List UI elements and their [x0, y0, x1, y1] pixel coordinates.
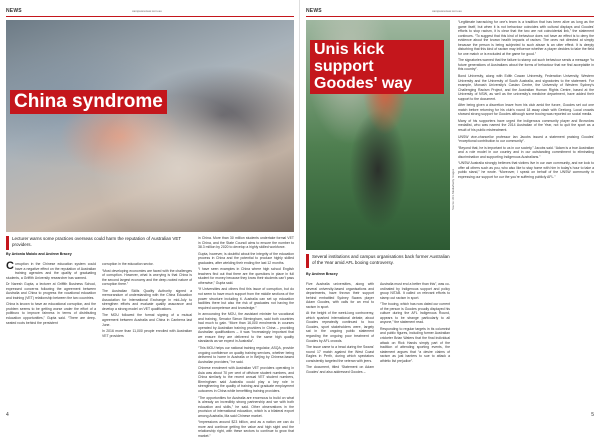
- paragraph: Many of his supporters have urged the indigenous community player and Brownlow medallist, who was named the 2014 Australian of the Year, not to quit the sport as a result of his public mistreatment.: [458, 118, 594, 133]
- paragraph: corruption in the education sector.: [102, 262, 154, 266]
- caption-accent-bar: [306, 254, 309, 268]
- paragraph: Bond University, along with Edith Cowan University, Federation University, Western University and the University of South Australia, and signatories to the statement. For example, Monash University's Castan Centre, the University of Western Sydney's Challenging Racism Project, and the Australian Human Rights Centre, based at the University of NSW, as well as the university's medicine department, have added their support to the document.: [458, 74, 594, 101]
- paragraph: Dr Naresh Gupta, a lecturer at Griffith Business School, expressed concerns following the agreement between Australia and China to progress the vocational education and training (VET) relationship between the two countries.: [6, 282, 96, 300]
- page-number: 5: [591, 412, 594, 418]
- section-label: NEWS: [306, 8, 322, 14]
- paragraph: “This MOU helps our national training regulator, ASQA, provide ongoing confidence on quality training services, whether being delivered to home in Australia or in Beijing by Chinese-based Australian providers,” he said.: [198, 346, 294, 364]
- article-column-2: [102, 262, 192, 412]
- byline-prefix: By: [306, 272, 311, 276]
- paragraph: Chinese enrolment with Australian VET providers operating in Asia was about 70 per cent of offshore student numbers, and China similarly to the recent annual VET student numbers, Birmingham said Australia could play a key role in strengthening the quality of training and graduate employment outcomes in China while benefitting training providers.: [198, 366, 294, 393]
- standfirst-caption: Several institutions and campus organisations back former Australian of the Year amid AFL booing controversy.: [312, 254, 450, 265]
- article-column-1: [306, 282, 374, 412]
- paragraph: At the height of the week-long controversy, which sparked international debate, about Goodes repeatedly continued to boo Goodes, sport stakeholders were, largely sat in the ongoing public statement regarding the ongoing poor treatment of Goodes by AFL crowds.: [306, 311, 374, 343]
- caption-accent-bar: [6, 236, 9, 250]
- section-label: NEWS: [6, 8, 22, 14]
- paragraph: “UNSW Australia strongly believes that victims live in our own community, and we look to offer all others such as you, who also like to stay home with him in today's hour to take a public stand,” he wrote. “Moreover, I speak on behalf of the UNSW community in expressing our support for our the you're suffering publicly AFL.”: [458, 161, 594, 179]
- header-rule: [6, 16, 294, 17]
- paragraph: “Most developing economies are faced with the challenges of corruption. However, what is worrying is that China is the second largest economy and the deep-rooted nature of corruption there.”: [102, 268, 192, 287]
- paragraph: The Australian Skills Quality Authority signed a memorandum of understanding with the China Education Association for International Exchange in mid-July to strengthen efforts and evaluate quality assurance and develop a strong model on VET qualifications.: [102, 288, 192, 311]
- paragraph: China is known to have an educational corruption, and the problem seems to be getting worse under the effort of a politburo to improve fairness in terms of distributing education opportunities,” Gupta said. “There are deep-seated roots behind the persistent: [6, 302, 96, 325]
- header-rule: [306, 16, 594, 17]
- hero-photo: [306, 20, 450, 250]
- article-column-3: [198, 236, 294, 438]
- byline: [306, 272, 338, 276]
- paragraph: The issue came to a head during the Swans' round 17 match against the West Coast Eagles in Perth, during which spectators consistently targeted the veteran with jeers.: [306, 345, 374, 363]
- masthead-url: campusreview.com.au: [132, 9, 162, 13]
- paragraph: Australia must end a better than this”, was co-ordinated by Indigenous support and policy group NITAB. It called on relevant efforts to stamp out racism in sport.: [380, 282, 450, 300]
- paragraph: “The opportunities for Australia are enormous to build on what is already an incredibly strong partnership and we with both education and skills,” he said. Other observations in the provision of international education, which is a bilateral export among Australia, Ma said Chinese market.: [198, 395, 294, 418]
- article-column-2: [380, 282, 450, 412]
- paragraph: The document, titled ‘Statement on Adam Goodes’ and also addressed Goodes –: [306, 365, 374, 374]
- right-page: [300, 0, 600, 424]
- paragraph: Gupta, however, is doubtful about the integrity of the education process in China and the potential to produce highly skilled graduates, after wielding their ending the last 12 months.: [198, 251, 294, 265]
- paragraph: in China. More than 30 million students undertake formal VET in China, and the State Council aims to ensure the number to 38.3 million by 2020 to develop a highly skilled workforce.: [198, 236, 294, 250]
- paragraph: The MOU followed the formal signing of a mutual agreement between Australia and China in Canberra last June.: [102, 313, 192, 327]
- byline-authors: Antonia Maiolo and Andrew Bracey: [11, 252, 72, 256]
- photo-credit: Source: AFL Media/Getty Images: [451, 168, 455, 210]
- paragraph: In 2016 more than 11,000 people enrolled with Australian VET providers: [102, 329, 192, 338]
- paragraph: “If Universities and others find this issue of corruption, but do not seem to have much support from the middle sections of the power structure including it. Australia can set up education facilities there but also the risk of graduates not having the required competence and knowledge.”: [198, 287, 294, 310]
- paragraph: “Legitimate barracking for one's team is a tradition that has been alive as long as the game itself, but when it is not behaviour coincides with cultural displays and Goodes' efforts to stop racism, it is clear that the two are not coincidental link,” the statement continues. “To suggest that this kind of behaviour does not have an effect is to deny the evidence about the known health impacts of racism. The ones not directed at simply because the person is being subjected to such abuse is an utter effect. It is deeply disturbing that this kind of racism may influence whether a player decides to take the field for one match or is excluded at the game for good.”: [458, 20, 594, 56]
- headline: Unis kick support Goodes' way: [310, 40, 444, 94]
- masthead-url: campusreview.com.au: [432, 9, 462, 13]
- byline: [6, 252, 72, 256]
- paragraph: The signatories warned that the failure to stamp out such behaviour sends a message “to future generations of Australians about the forms of behaviour that we find acceptable in this country”.: [458, 58, 594, 72]
- article-column-3: [458, 20, 594, 412]
- standfirst-caption: Lecturer warns some practices overseas could harm the reputation of Australian VET providers.: [12, 236, 182, 247]
- paragraph: “I have seen examples in China where high school English teachers find out that there are the questions in place in full student for money because they know their students can't pass otherwise,” Gupta said.: [198, 267, 294, 285]
- headline: China syndrome: [10, 90, 167, 114]
- paragraph: “Impressions around $23 billion, and as a nation we can do more and continue getting the value and high sight and the relationship right, with these sectors to continue to grow that market.”: [198, 420, 294, 438]
- paragraph: “Beyond that, he is important to us in our society,” Jacobs said. “Adam is a true Australian and a role model in our country and in our outstanding commitment to eliminating discrimination and supporting Indigenous Australians.”: [458, 145, 594, 159]
- paragraph: UNSW vice-chancellor professor Ian Jacobs issued a statement praising Goodes' “exceptional contribution to our community”.: [458, 134, 594, 144]
- byline-authors: Andrew Bracey: [311, 272, 338, 276]
- paragraph: After being given a discretion leave from his club amid the furore, Goodes set out one match before returning for his club's round 18 away clash with Geelong. Local crowds showed strong support for Goodes although some booing was reported on social media.: [458, 103, 594, 117]
- article-column-1: [6, 262, 96, 412]
- byline-prefix: By: [6, 252, 11, 256]
- paragraph: In announcing the MOU, the assistant minister for vocational and training, Senator Simon Birmingham, said both countries had much to gain. “More than 16,000 enrolments in courses operated by Australian training providers in China – providing Australian qualifications – it was “increasingly important that we ensure they are delivered to the same high quality standards as we expect in Australia”.: [198, 312, 294, 344]
- hero-photo: [6, 20, 294, 232]
- paragraph: Responding to regular targets in its columnist and public figures, including former Australian cricketer Brian Waters that the final individual attack on Rick Hands simply part of the tradition of attending sporting events, the statement argues that “a desire claims of racism as just banters to sue to attack a athletic list prejudice”.: [380, 326, 450, 363]
- paragraph: “The booing, which has now dated our current of the person is Goodes proudly displayed his culture during the AFL Indigenous Round, appears to be strange particularly to all anyone,” the statement read.: [380, 302, 450, 325]
- page-number: 4: [6, 412, 9, 418]
- paragraph: Corruption in the Chinese education system could have a negative effect on the reputation of Australian training agencies and the quality of graduating students, a Griffith University researcher has warned.: [6, 260, 96, 280]
- paragraph: Five Australia universities, along with several university-based organisations and departments, have thrown their support behind embattled Sydney Swans player Adam Goodes, with calls for an end to racism in sport.: [306, 282, 374, 309]
